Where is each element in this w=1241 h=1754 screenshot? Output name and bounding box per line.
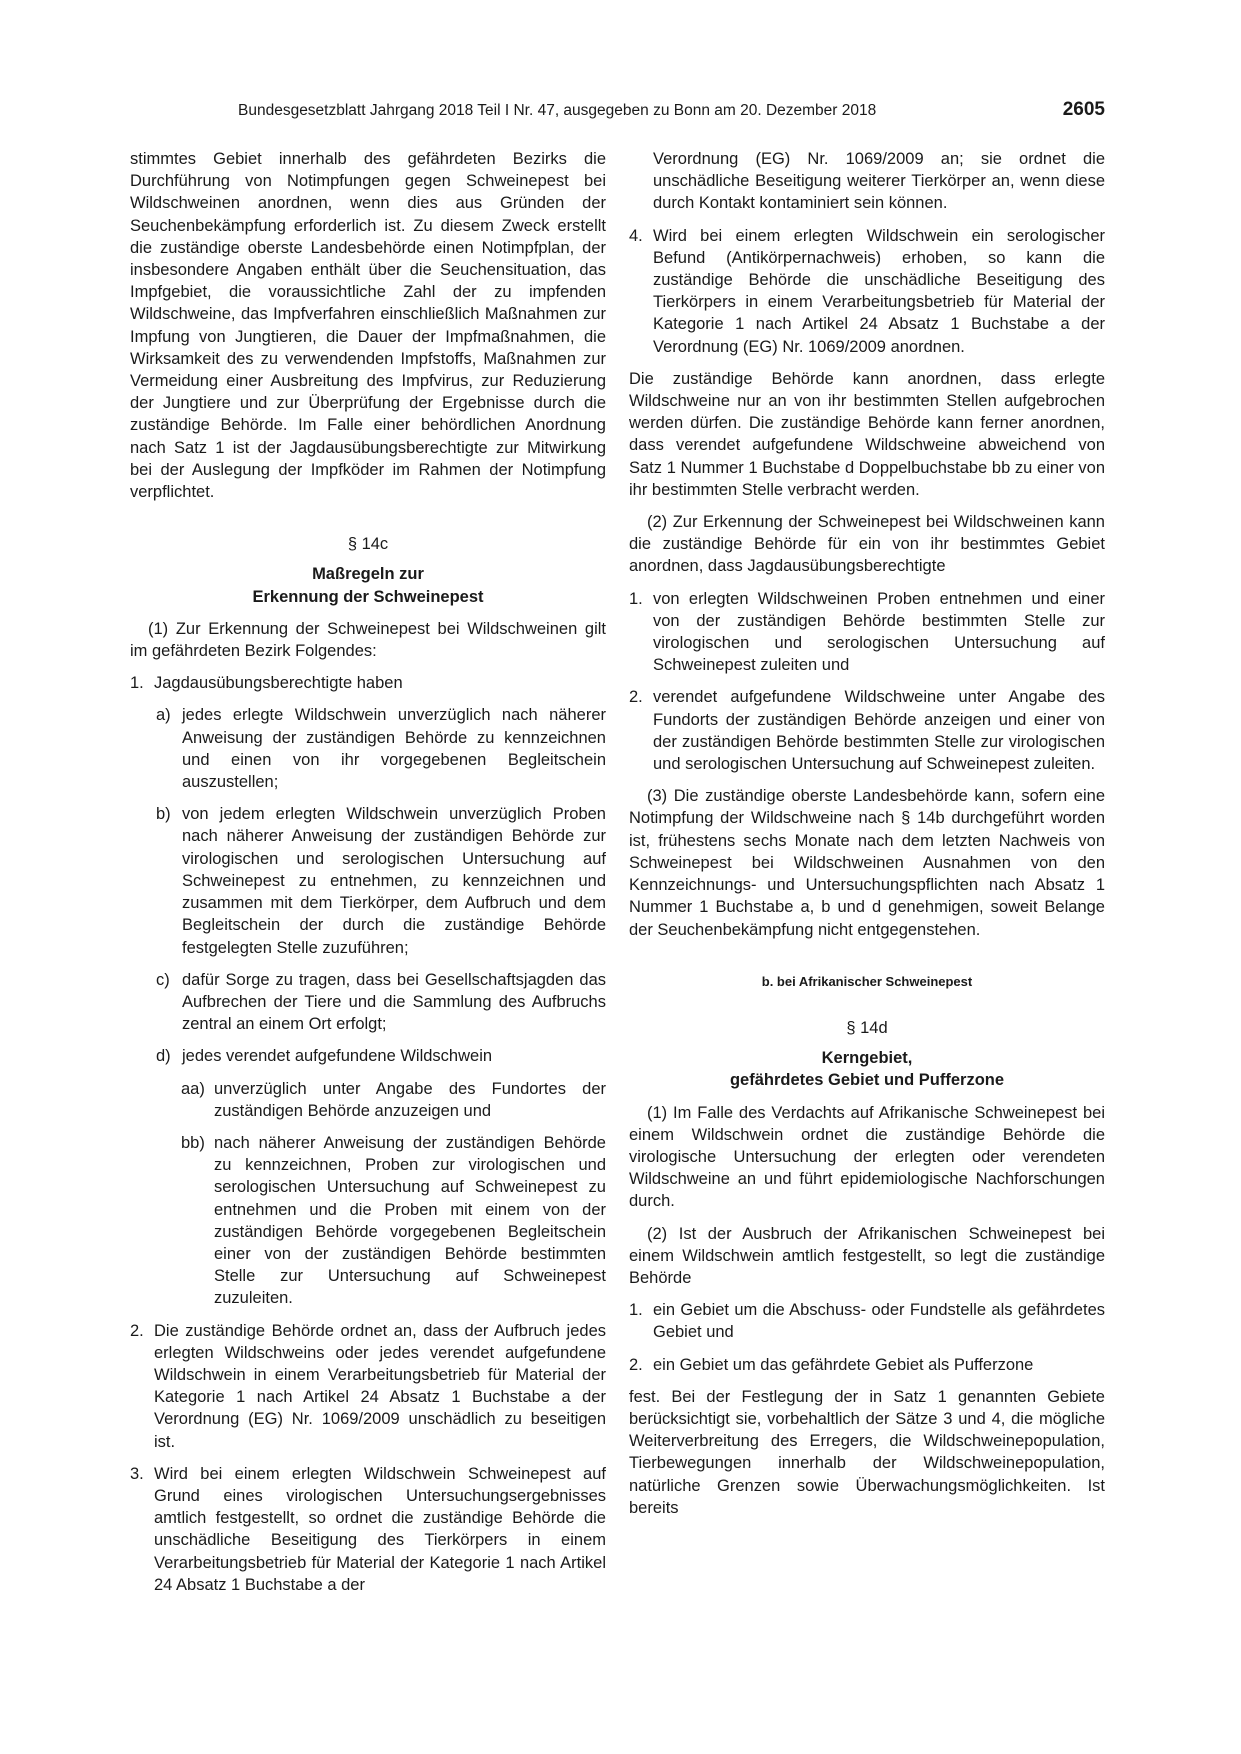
list-item <box>156 969 606 1036</box>
item-text: von jedem erlegten Wildschwein unverzüglich Proben nach näherer Anweisung der zuständigen Behörde zur virologischen und serologischen Untersuchung auf Schweinepest zu entnehmen, zu kennzeichnen und zusammen mit dem Tierkörper, dem Aufbruch und dem Begleitschein der durch die zuständige Behörde festgelegten Stelle zuzuführen; <box>182 805 606 957</box>
absatz-2: (2) Zur Erkennung der Schweinepest bei Wildschweinen kann die zuständige Behörde für ein von ihr bestimmtes Gebiet anordnen, dass Jagdausübungsberechtigte <box>629 513 1105 576</box>
item-text: nach näherer Anweisung der zuständigen Behörde zu kennzeichnen, Proben zur virologischen und serologischen Untersuchung auf Schweinepest zu entnehmen und die Proben mit einem von der zuständigen Behörde vorgegebenen Begleitschein einer von der zuständigen Behörde bestimmten Stelle zur Untersuchung auf Schweinepest zuzuleiten. <box>214 1133 606 1308</box>
item-letter: c) <box>156 970 170 989</box>
item-number: 3. <box>130 1464 144 1483</box>
paragraph-title-line-2: Erkennung der Schweinepest <box>252 587 484 606</box>
header-title: Bundesgesetzblatt Jahrgang 2018 Teil I Nr. 47, ausgegeben zu Bonn am 20. Dezember 2018 <box>238 102 877 119</box>
paragraph-number: § 14d <box>846 1018 888 1037</box>
item-text: jedes verendet aufgefundene Wildschwein <box>182 1047 493 1066</box>
item-text: Jagdausübungsberechtigte haben <box>154 674 403 693</box>
absatz-3: (3) Die zuständige oberste Landesbehörde kann, sofern eine Notimpfung der Wildschweine nach § 14b durchgeführt worden ist, frühestens sechs Monate nach dem letzten Nachweis von Schweinepest bei Wildschweinen Ausnahmen von den Kennzeichnungs- und Untersuchungspflichten nach Absatz 1 Nummer 1 Buchstabe a, b und d genehmigen, soweit Belange der Seuchenbekämpfung nicht entgegenstehen. <box>629 787 1105 939</box>
paragraph-title-line-1: Kerngebiet, <box>821 1049 913 1068</box>
list-item-continued <box>629 148 1105 215</box>
page-number: 2605 <box>1062 99 1105 120</box>
item-text: verendet aufgefundene Wildschweine unter Angabe des Fundorts der zuständigen Behörde anzeigen und einer von der zuständigen Behörde bestimmten Stelle zur virologischen und serologischen Untersuchung auf Schweinepest zuleiten. <box>653 688 1105 774</box>
item-double-letter: aa) <box>181 1079 205 1098</box>
paragraph-title-line-1: Maßregeln zur <box>312 565 424 584</box>
item-text: Die zuständige Behörde ordnet an, dass der Aufbruch jedes erlegten Wildschweins oder jedes verendet aufgefundene Wildschwein in einem Verarbeitungsbetrieb für Material der Kategorie 1 nach Artikel 24 Absatz 1 Buchstabe a der Verordnung (EG) Nr. 1069/2009 unschädlich zu beseitigen ist. <box>154 1321 606 1451</box>
intro-paragraph: stimmtes Gebiet innerhalb des gefährdeten Bezirks die Durchführung von Notimpfungen gegen Schweinepest bei Wildschweinen anordnen, wenn dies aus Gründen der Seuchenbekämpfung erforderlich ist. Zu diesem Zweck erstellt die zuständige oberste Landesbehörde einen Notimpfplan, der insbesondere Angaben enthält über die Seuchensituation, das Impfgebiet, die voraussichtliche Zahl der zu impfenden Wildschweine, das Impfverfahren einschließlich Maßnahmen zur Impfung von Jungtieren, die Dauer der Impfmaßnahmen, die Wirksamkeit des zu verwendenden Impfstoffs, Maßnahmen zur Vermeidung einer Ausbreitung des Impfvirus, zur Reduzierung der Jungtiere und zur Überprüfung der Ergebnisse durch die zuständige Behörde. Im Falle einer behördlichen Anordnung nach Satz 1 ist der Jagdausübungsberechtigte zur Mitwirkung bei der Auslegung der Impfköder im Rahmen der Notimpfung verpflichtet. <box>130 150 606 502</box>
item-text: ein Gebiet um das gefährdete Gebiet als Pufferzone <box>653 1355 1034 1374</box>
item-letter: d) <box>156 1047 171 1066</box>
item-number: 2. <box>629 1355 643 1374</box>
item-text: ein Gebiet um die Abschuss- oder Fundstelle als gefährdetes Gebiet und <box>653 1301 1105 1342</box>
list-item <box>629 686 1105 775</box>
paragraph: Die zuständige Behörde kann anordnen, dass erlegte Wildschweine nur an von ihr bestimmten Stellen aufgebrochen werden dürfen. Die zuständige Behörde kann ferner anordnen, dass verendet aufgefundene Wildschweine abweichend von Satz 1 Nummer 1 Buchstabe d Doppelbuchstabe bb zu einer von ihr bestimmten Stelle verbracht werden. <box>629 369 1105 499</box>
absatz-2: (2) Ist der Ausbruch der Afrikanischen Schweinepest bei einem Wildschwein amtlich festgestellt, so legt die zuständige Behörde <box>629 1224 1105 1287</box>
list-item <box>156 704 606 793</box>
list-item <box>156 1045 606 1067</box>
item-text: Wird bei einem erlegten Wildschwein ein serologischer Befund (Antikörpernachweis) erhoben, so kann die zuständige Behörde die unschädliche Beseitigung des Tierkörpers in einem Verarbeitungsbetrieb für Material der Kategorie 1 nach Artikel 24 Absatz 1 Buchstabe a der Verordnung (EG) Nr. 1069/2009 anordnen. <box>653 226 1105 356</box>
item-text: Verordnung (EG) Nr. 1069/2009 an; sie ordnet die unschädliche Beseitigung weiterer Tierkörper an, wenn diese durch Kontakt kontaminiert sein können. <box>653 150 1105 213</box>
item-text: von erlegten Wildschweinen Proben entnehmen und einer von der zuständigen Behörde bestimmten Stelle zur virologischen und serologischen Untersuchung auf Schweinepest zuleiten und <box>653 589 1105 675</box>
item-number: 1. <box>130 674 144 693</box>
list-item <box>629 1354 1105 1376</box>
item-text: dafür Sorge zu tragen, dass bei Gesellschaftsjagden das Aufbrechen der Tiere und die Sammlung des Aufbruchs zentral an einem Ort erfolgt; <box>182 970 606 1034</box>
left-column <box>130 148 606 1606</box>
item-number: 2. <box>629 688 643 707</box>
list-item <box>181 1078 606 1122</box>
item-number: 1. <box>629 589 643 608</box>
paragraph: fest. Bei der Festlegung der in Satz 1 genannten Gebiete berücksichtigt sie, vorbehaltlich der Sätze 3 und 4, die mögliche Weiterverbreitung des Erregers, die Wildschweinepopulation, Tierbewegungen innerhalb der Wildschweinepopulation, natürliche Grenzen sowie Überwachungsmöglichkeiten. Ist bereits <box>629 1387 1105 1517</box>
list-item <box>181 1132 606 1310</box>
item-number: 1. <box>629 1301 643 1320</box>
list-item <box>629 1299 1105 1343</box>
item-text: Wird bei einem erlegten Wildschwein Schweinepest auf Grund eines virologischen Untersuchungsergebnisses amtlich festgestellt, so ordnet die zuständige Behörde die unschädliche Beseitigung des Tierkörpers in einem Verarbeitungsbetrieb für Material der Kategorie 1 nach Artikel 24 Absatz 1 Buchstabe a der <box>154 1464 606 1594</box>
item-number: 2. <box>130 1321 144 1340</box>
item-double-letter: bb) <box>181 1133 205 1152</box>
absatz-1: (1) Im Falle des Verdachts auf Afrikanische Schweinepest bei einem Wildschwein ordnet die zuständige Behörde die virologische Untersuchung der erlegten oder verendeten Wildschweine an und führt epidemiologische Nachforschungen durch. <box>629 1103 1105 1211</box>
absatz-1: (1) Zur Erkennung der Schweinepest bei Wildschweinen gilt im gefährdeten Bezirk Folgendes: <box>130 619 606 661</box>
section-title: b. bei Afrikanischer Schweinepest <box>761 973 973 989</box>
item-text: unverzüglich unter Angabe des Fundortes der zuständigen Behörde anzuzeigen und <box>214 1079 606 1120</box>
page-header <box>130 100 1105 130</box>
paragraph-number: § 14c <box>347 535 389 554</box>
paragraph-title-line-2: gefährdetes Gebiet und Pufferzone <box>729 1071 1005 1090</box>
list-item <box>130 672 606 694</box>
list-item <box>156 803 606 958</box>
paragraph-title <box>629 1047 1105 1091</box>
item-letter: b) <box>156 805 171 824</box>
right-column <box>629 148 1105 1529</box>
list-item <box>629 225 1105 358</box>
item-letter: a) <box>156 706 171 725</box>
item-number: 4. <box>629 226 643 245</box>
list-item <box>130 1463 606 1596</box>
list-item <box>629 588 1105 677</box>
list-item <box>130 1320 606 1453</box>
item-text: jedes erlegte Wildschwein unverzüglich nach näherer Anweisung der zuständigen Behörde zu kennzeichnen und einen von ihr vorgegebenen Begleitschein auszustellen; <box>182 706 606 792</box>
paragraph-title <box>130 563 606 607</box>
